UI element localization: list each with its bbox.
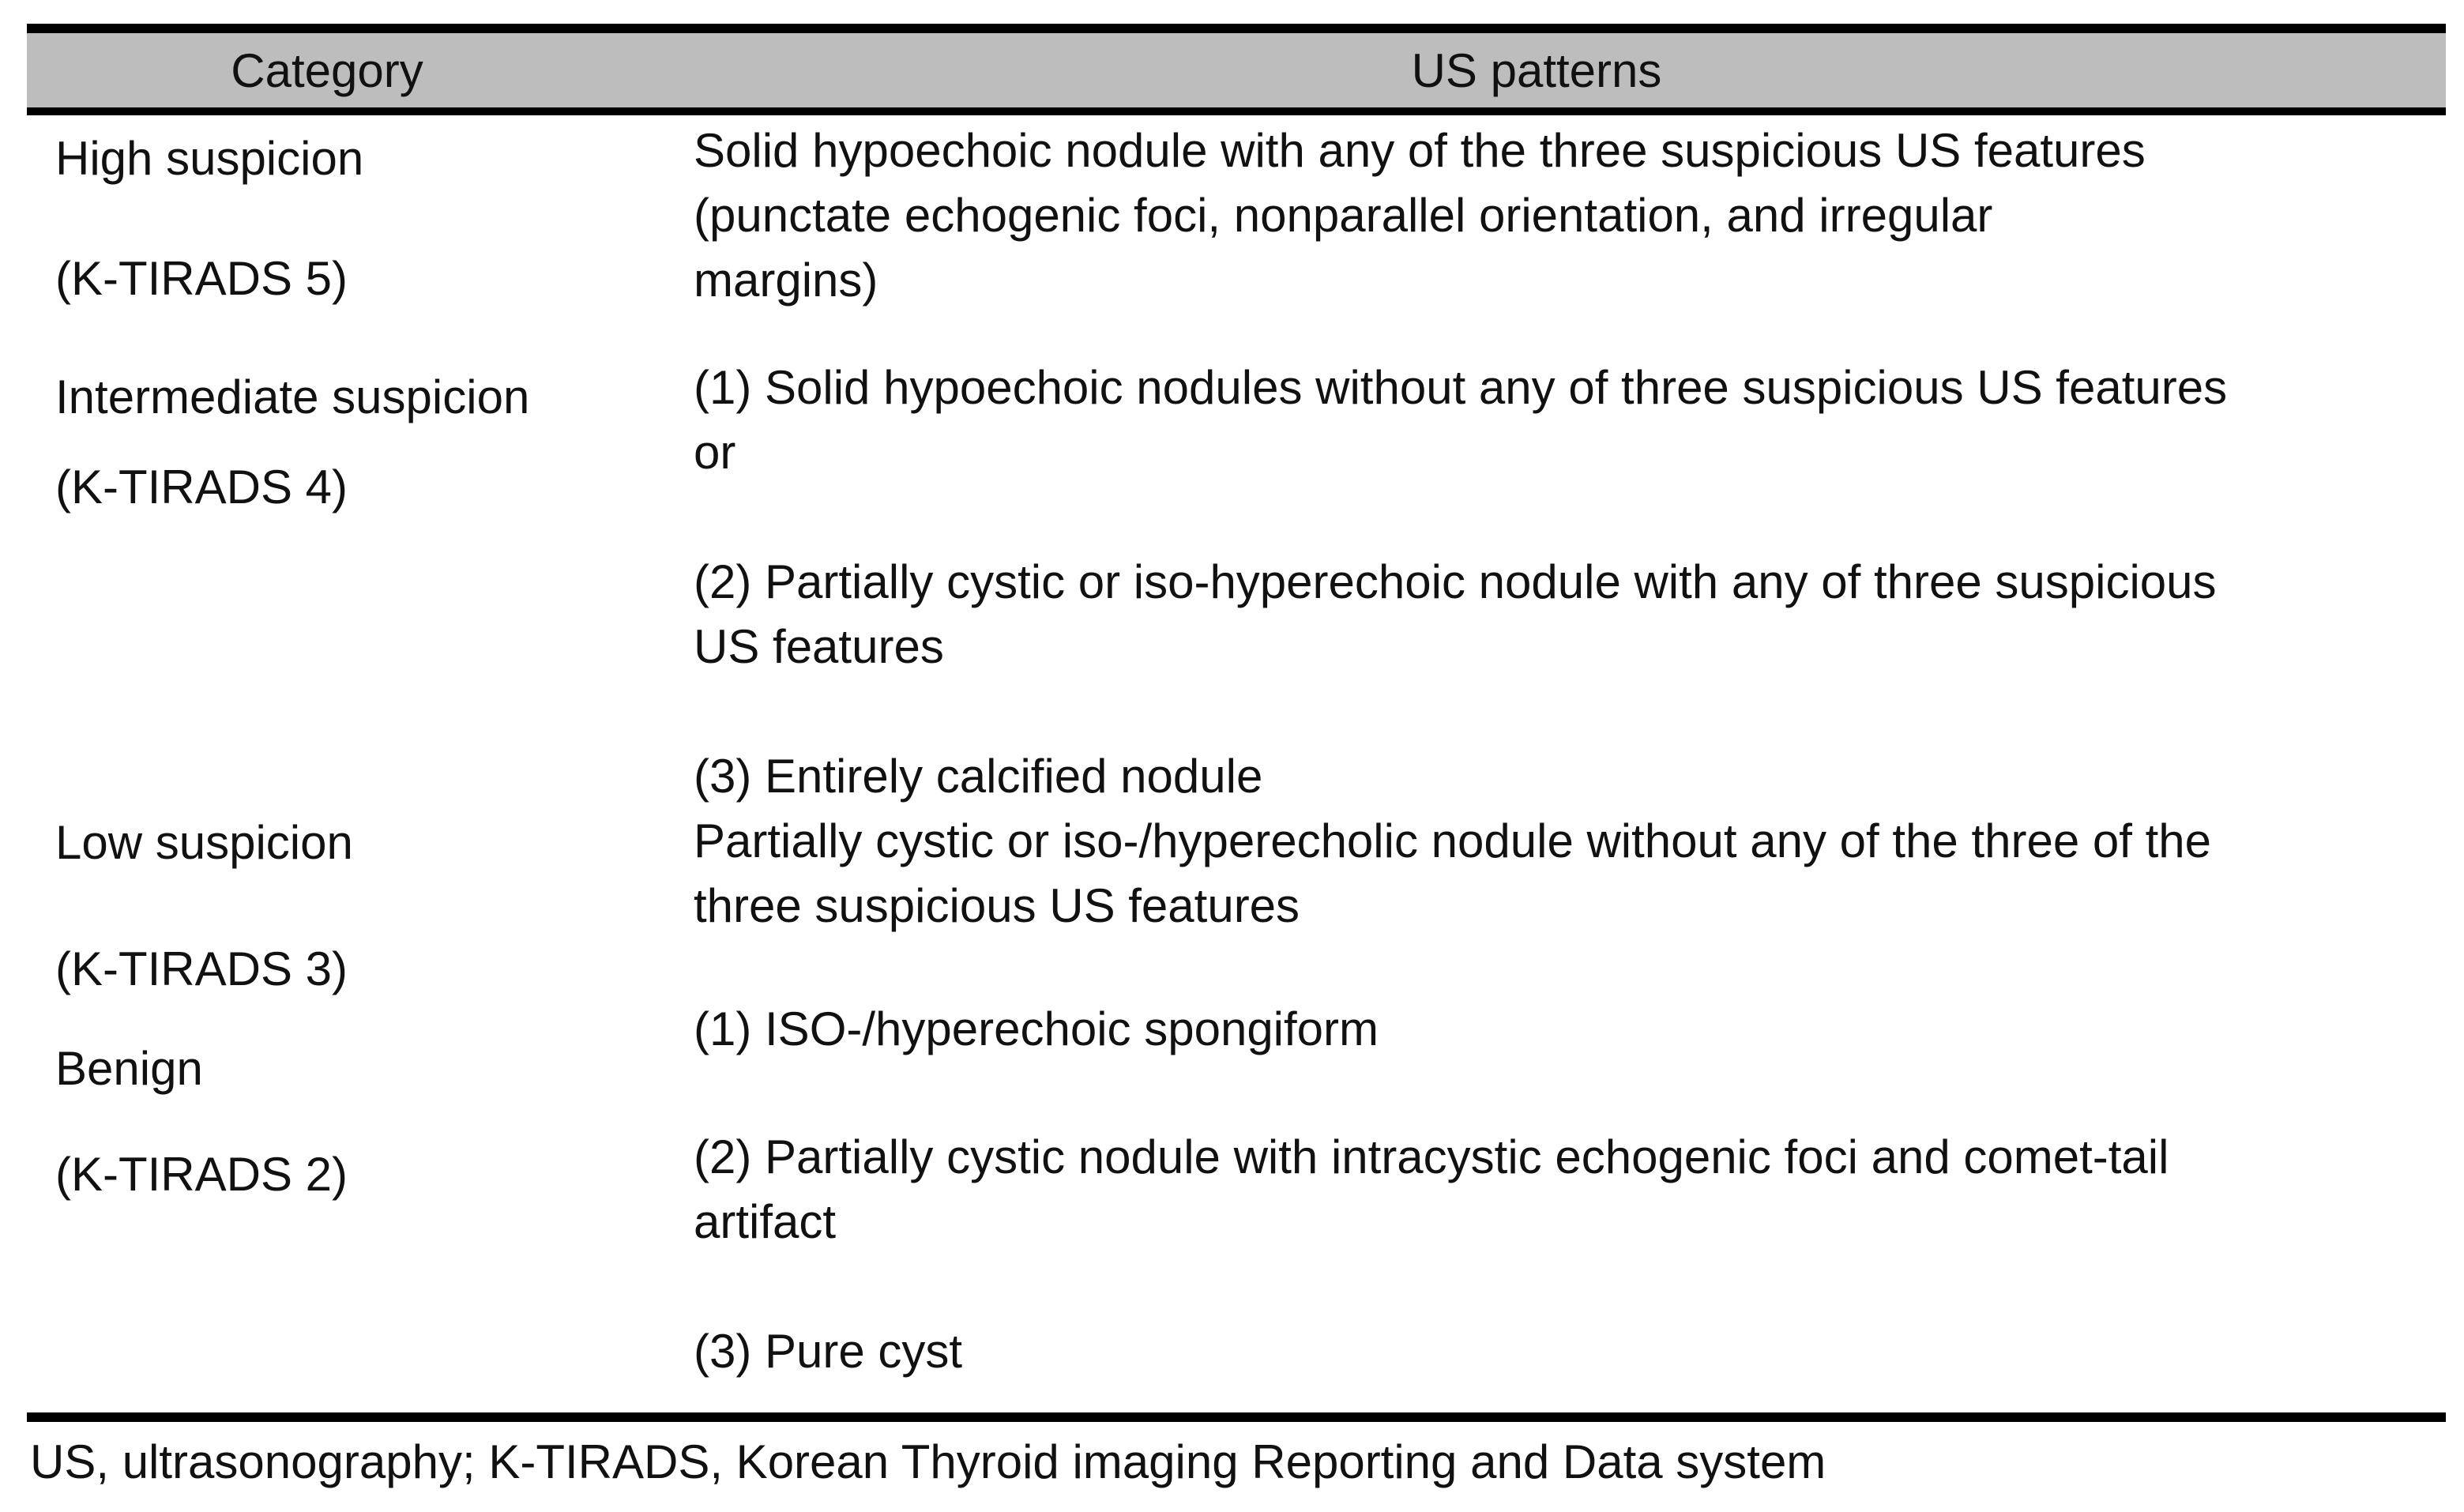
table-bottom-rule — [27, 1412, 2446, 1422]
category-level: (K-TIRADS 3) — [55, 942, 348, 995]
category-label: Benign — [55, 1042, 203, 1095]
category-label: Low suspicion — [55, 816, 353, 869]
pattern-line: artifact — [694, 1195, 837, 1248]
pattern-line: or — [694, 426, 736, 479]
pattern-line: margins) — [694, 254, 878, 307]
category-level: (K-TIRADS 2) — [55, 1148, 348, 1201]
pattern-line: US features — [694, 620, 944, 673]
pattern-line: (punctate echogenic foci, nonparallel orientation, and irregular — [694, 189, 1993, 242]
table-top-rule — [27, 24, 2446, 33]
header-category: Category — [231, 44, 423, 97]
pattern-line: (2) Partially cystic or iso-hyperechoic nodule with any of three suspicious — [694, 555, 2217, 608]
pattern-line: three suspicious US features — [694, 879, 1300, 932]
category-level: (K-TIRADS 4) — [55, 461, 348, 513]
category-label: Intermediate suspicion — [55, 370, 530, 423]
pattern-line: Solid hypoechoic nodule with any of the three suspicious US features — [694, 124, 2146, 177]
table-header-rule — [27, 107, 2446, 115]
category-level: (K-TIRADS 5) — [55, 252, 348, 305]
pattern-line: (1) Solid hypoechoic nodules without any of three suspicious US features — [694, 361, 2228, 414]
category-label: High suspicion — [55, 132, 364, 185]
pattern-line: (3) Entirely calcified nodule — [694, 750, 1263, 803]
pattern-line: Partially cystic or iso-/hyperecholic nodule without any of the three of the — [694, 814, 2211, 867]
pattern-line: (1) ISO-/hyperechoic spongiform — [694, 1002, 1379, 1055]
pattern-line: (3) Pure cyst — [694, 1325, 963, 1378]
pattern-line: (2) Partially cystic nodule with intracystic echogenic foci and comet-tail — [694, 1130, 2169, 1183]
table-footnote: US, ultrasonography; K-TIRADS, Korean Thyroid imaging Reporting and Data system — [30, 1435, 1826, 1488]
header-us-patterns: US patterns — [1411, 44, 1662, 97]
